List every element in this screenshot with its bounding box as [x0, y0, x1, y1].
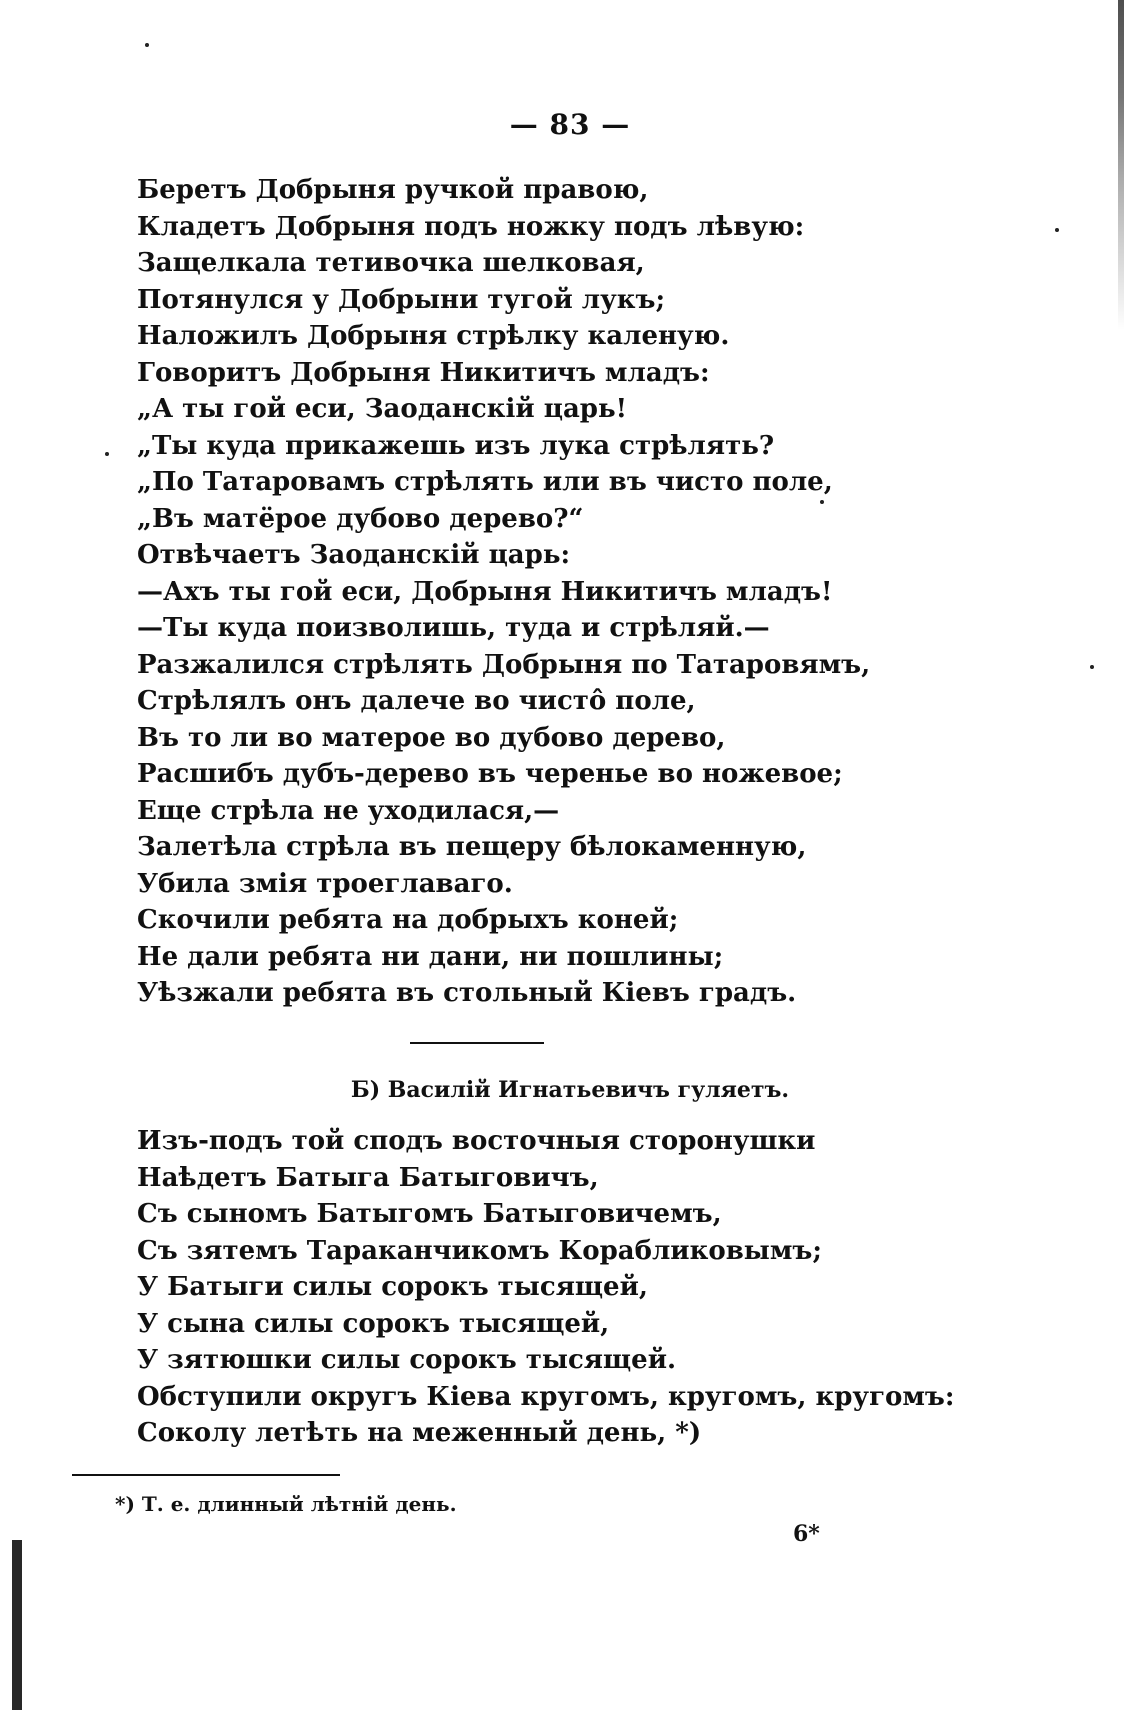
verse-1-line: Скочили ребята на добрыхъ коней;	[137, 905, 679, 935]
verse-1-line: „А ты гой еси, Заоданскій царь!	[137, 394, 628, 424]
verse-1-line: Разжалился стрѣлять Добрыня по Татаровямъ,	[137, 649, 871, 680]
verse-2-line: У зятюшки силы сорокъ тысящей.	[137, 1345, 677, 1375]
page-number: — 83 —	[509, 108, 631, 141]
signature-mark: 6*	[793, 1521, 820, 1547]
footnote: *) Т. е. длинный лѣтній день.	[115, 1492, 457, 1516]
verse-1-line: „Въ матёрое дубово дерево?“	[137, 503, 584, 534]
verse-1-line: Защелкала тетивочка шелковая,	[137, 248, 645, 278]
verse-1-line: Залетѣла стрѣла въ пещеру бѣлокаменную,	[137, 832, 807, 862]
verse-2-line: Наѣдетъ Батыга Батыговичъ,	[137, 1162, 599, 1193]
scan-speck	[1055, 228, 1059, 232]
verse-1-line: Убила змія троеглаваго.	[137, 868, 513, 899]
verse-1-line: „Ты куда прикажешь изъ лука стрѣлять?	[137, 430, 775, 461]
section-title: Б) Василій Игнатьевичъ гуляетъ.	[350, 1077, 790, 1103]
scan-speck	[105, 452, 109, 456]
verse-1-line: Беретъ Добрыня ручкой правою,	[137, 175, 649, 205]
verse-1-line: Говоритъ Добрыня Никитичъ младъ:	[137, 357, 710, 388]
scan-speck	[820, 500, 824, 504]
verse-block-2	[137, 1123, 954, 1452]
verse-1-line: Потянулся у Добрыни тугой лукъ;	[137, 284, 666, 315]
verse-2-line: Обступили округъ Кіева кругомъ, кругомъ, кругомъ:	[137, 1381, 955, 1412]
scan-edge-right	[1118, 0, 1124, 330]
verse-1-line: —Ты куда поизволишь, туда и стрѣляй.—	[137, 613, 770, 643]
verse-block-1	[137, 172, 870, 1012]
scan-speck	[1090, 665, 1094, 669]
verse-1-line: Не дали ребята ни дани, ни пошлины;	[137, 941, 724, 972]
verse-1-line: Расшибъ дубъ-дерево въ черенье во ножевое;	[137, 759, 843, 789]
verse-2-line: У сына силы сорокъ тысящей,	[137, 1308, 610, 1339]
verse-1-line: Уѣзжали ребята въ стольный Кіевъ градъ.	[137, 978, 797, 1008]
verse-2-line: Съ сыномъ Батыгомъ Батыговичемъ,	[137, 1199, 722, 1229]
verse-1-line: Еще стрѣла не уходилася,—	[137, 795, 560, 826]
verse-1-line: „По Татаровамъ стрѣлять или въ чисто поле,	[137, 467, 833, 497]
verse-2-line: У Батыги силы сорокъ тысящей,	[137, 1272, 648, 1302]
verse-2-line: Изъ-подъ той сподъ восточныя сторонушки	[137, 1126, 816, 1156]
verse-1-line: —Ахъ ты гой еси, Добрыня Никитичъ младъ!	[137, 576, 833, 607]
verse-1-line: Стрѣлялъ онъ далече во чистô поле,	[137, 686, 696, 716]
verse-1-line: Наложилъ Добрыня стрѣлку каленую.	[137, 321, 730, 351]
verse-2-line: Съ зятемъ Тараканчикомъ Корабликовымъ;	[137, 1235, 822, 1266]
footnote-divider	[72, 1474, 340, 1476]
section-divider	[410, 1042, 544, 1044]
verse-1-line: Въ то ли во матерое во дубово дерево,	[137, 722, 726, 753]
scan-edge-left	[12, 1540, 22, 1710]
scan-speck	[145, 43, 149, 47]
verse-1-line: Отвѣчаетъ Заоданскій царь:	[137, 540, 571, 570]
verse-1-line: Кладетъ Добрыня подъ ножку подъ лѣвую:	[137, 211, 805, 242]
verse-2-line: Соколу летѣть на меженный день, *)	[137, 1418, 702, 1448]
